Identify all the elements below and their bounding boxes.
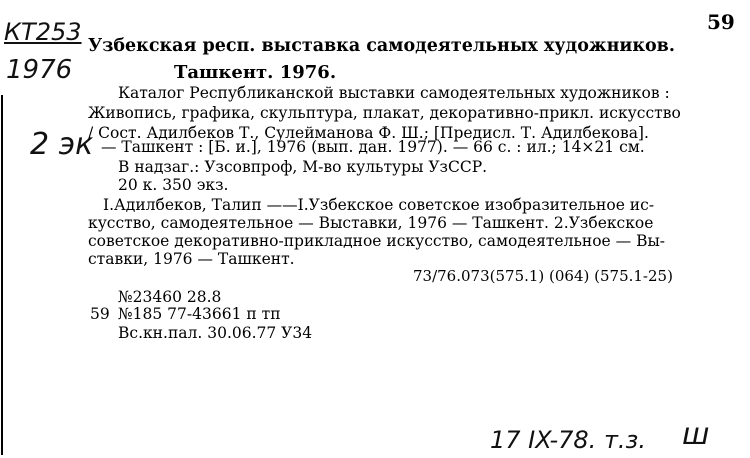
- handwritten-year-mark: 1976: [6, 55, 73, 85]
- record-chamber: Вс.кн.пал. 30.06.77 У34: [118, 324, 313, 342]
- body-line: В надзаг.: Узсовпроф, М-во культуры УзССР.: [118, 158, 488, 176]
- handwritten-copies-mark: 2 эк: [30, 127, 94, 162]
- body-line: 20 к. 350 экз.: [118, 176, 229, 194]
- record-number: №23460 28.8: [118, 288, 222, 306]
- handwritten-call-mark: КТ253: [4, 18, 82, 46]
- tracing-line: кусство, самодеятельное — Выставки, 1976 — Ташкент. 2.Узбекское: [88, 214, 654, 232]
- page-number: 59: [707, 10, 735, 34]
- record-prefix: 59: [90, 305, 110, 323]
- handwritten-footer-note: 17 IX-78. т.з.: [490, 426, 646, 454]
- body-line: Живопись, графика, скульптура, плакат, декоративно-прикл. искусство: [88, 104, 681, 122]
- classification-index: 73/76.073(575.1) (064) (575.1-25): [413, 267, 673, 285]
- body-line: / Сост. Адилбеков Т., Сулейманова Ф. Ш.; [Предисл. Т. Адилбекова].: [88, 124, 649, 142]
- heading-line-2: Ташкент. 1976.: [174, 62, 337, 83]
- tracing-line: советское декоративно-прикладное искусство, самодеятельное — Вы-: [88, 232, 666, 250]
- card-left-edge: [1, 95, 3, 455]
- tracing-line: I.Адилбеков, Талип ——I.Узбекское советское изобразительное ис-: [103, 196, 655, 214]
- record-order: №185 77-43661 п тп: [118, 305, 281, 323]
- body-line: — Ташкент : [Б. и.], 1976 (вып. дан. 1977). — 66 с. : ил.; 14×21 см.: [101, 138, 645, 156]
- tracing-line: ставки, 1976 — Ташкент.: [88, 250, 295, 268]
- handwritten-footer-mark: ш: [682, 417, 710, 452]
- body-line: Каталог Республиканской выставки самодеятельных художников :: [118, 84, 670, 102]
- heading-line-1: Узбекская респ. выставка самодеятельных художников.: [88, 36, 675, 56]
